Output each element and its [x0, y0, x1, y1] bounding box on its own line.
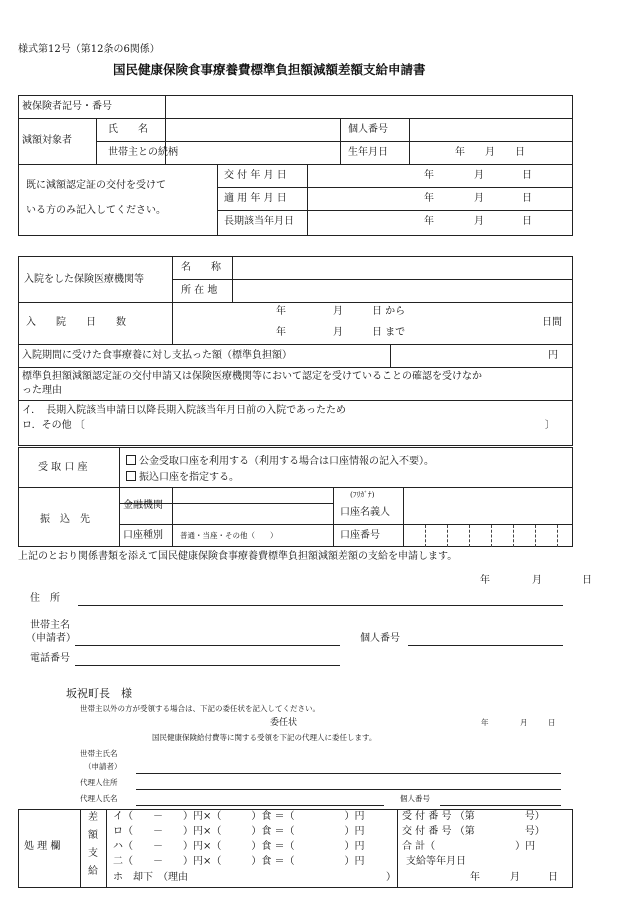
relation-label: 世帯主との続柄: [108, 147, 178, 158]
paid-amount-field[interactable]: [392, 346, 537, 365]
diff-char-4: 給: [88, 866, 98, 877]
proxy-personal-number-label: 個人番号: [400, 794, 430, 803]
form-number: 様式第12号（第12条の6関係）: [18, 44, 160, 55]
householder-name-label: 世帯主名: [30, 620, 70, 631]
personal-number-field[interactable]: [410, 120, 571, 139]
calc-row-ha: ハ（ － ）円×（ ）食 ＝（ ）円: [113, 841, 365, 852]
processing-label: 処 理 欄: [24, 841, 61, 852]
to-year: 年: [276, 327, 286, 338]
proxy-year: 年: [481, 718, 489, 727]
account-holder-field[interactable]: [405, 489, 571, 522]
long-month: 月: [474, 216, 484, 227]
paid-amount-label: 入院期間に受けた食事療養に対し支払った額（標準負担額）: [22, 350, 292, 361]
proxy-month: 月: [520, 718, 528, 727]
proxy-name-line[interactable]: [136, 805, 384, 806]
insured-number-field[interactable]: [166, 98, 571, 116]
hospital-address-label: 所 在 地: [181, 285, 218, 296]
payment-day: 日: [548, 872, 558, 883]
diff-char-2: 額: [88, 830, 98, 841]
bank-field[interactable]: [174, 489, 331, 522]
payment-month: 月: [510, 872, 520, 883]
bank-label: 金融機関: [123, 500, 163, 511]
public-account-checkbox[interactable]: [126, 455, 136, 465]
proxy-address-line[interactable]: [136, 789, 561, 790]
hospital-name-field[interactable]: [234, 258, 571, 277]
name-label: 氏 名: [108, 124, 148, 135]
proxy-applicant-label: （申請者）: [84, 762, 122, 771]
applicant-personal-number-line[interactable]: [408, 645, 563, 646]
reason-ro[interactable]: ロ．その他 〔: [22, 420, 85, 431]
proxy-statement: 国民健康保険給付費等に関する受領を下記の代理人に委任します。: [152, 733, 377, 742]
calc-row-ro: ロ（ － ）円×（ ）食 ＝（ ）円: [113, 826, 365, 837]
days-unit: 日間: [542, 317, 562, 328]
phone-label: 電話番号: [30, 653, 70, 664]
birth-date-field[interactable]: 年 月 日: [455, 147, 525, 158]
proxy-householder-label: 世帯主氏名: [80, 749, 118, 758]
option-transfer-account[interactable]: [126, 471, 239, 484]
declaration-day: 日: [582, 575, 592, 586]
reason-i[interactable]: イ． 長期入院該当申請日以降長期入院該当年月日前の入院であったため: [22, 405, 346, 416]
paid-yen: 円: [548, 350, 558, 361]
total-amount: 合 計（ ）円: [402, 841, 536, 852]
diff-char-1: 差: [88, 812, 98, 823]
proxy-day: 日: [548, 718, 556, 727]
relation-field[interactable]: [166, 143, 338, 162]
option-public-account[interactable]: [126, 455, 434, 468]
proxy-personal-number-line[interactable]: [440, 805, 561, 806]
addressee-mayor: 坂祝町長 様: [66, 687, 132, 700]
insured-number-label: 被保険者記号・番号: [22, 101, 112, 112]
form-title: 国民健康保険食事療養費標準負担額減額差額支給申請書: [113, 62, 426, 77]
admission-days-label: 入 院 日 数: [26, 317, 126, 328]
receipt-number: 受 付 番 号 （第 号）: [402, 811, 545, 822]
furigana-label: (ﾌﾘｶﾞﾅ): [350, 490, 375, 499]
declaration-month: 月: [532, 575, 542, 586]
certified-note: 既に減額認定証の交付を受けて: [26, 180, 166, 191]
long-term-date-label: 長期該当年月日: [224, 216, 294, 227]
apply-day: 日: [522, 193, 532, 204]
birth-date-label: 生年月日: [348, 147, 388, 158]
declaration-year: 年: [480, 575, 490, 586]
hospital-label: 入院をした保険医療機関等: [24, 274, 144, 285]
issue-date-label: 交 付 年 月 日: [224, 170, 287, 181]
hospital-name-label: 名 称: [181, 262, 221, 273]
apply-month: 月: [474, 193, 484, 204]
householder-name-line[interactable]: [75, 645, 340, 646]
issue-month: 月: [474, 170, 484, 181]
applicant-personal-number-label: 個人番号: [360, 633, 400, 644]
proxy-householder-line[interactable]: [136, 773, 561, 774]
proxy-note: 世帯主以外の方が受領する場合は、下記の委任状を記入してください。: [80, 704, 320, 713]
name-field[interactable]: [166, 120, 338, 139]
phone-line[interactable]: [75, 665, 340, 666]
public-account-text: 公金受取口座を利用する（利用する場合は口座情報の記入不要）。: [139, 456, 434, 467]
apply-date-label: 適 用 年 月 日: [224, 193, 287, 204]
from-month: 月: [333, 306, 343, 317]
transfer-account-text: 振込口座を指定する。: [139, 472, 239, 483]
account-number-label: 口座番号: [340, 530, 380, 541]
long-day: 日: [522, 216, 532, 227]
reason-heading-2: った理由: [22, 385, 62, 396]
personal-number-label: 個人番号: [348, 124, 388, 135]
issue-year: 年: [424, 170, 434, 181]
diff-char-3: 支: [88, 848, 98, 859]
transfer-destination-label: 振 込 先: [40, 514, 90, 525]
receiving-account-label: 受 取 口 座: [38, 462, 88, 473]
transfer-account-checkbox[interactable]: [126, 471, 136, 481]
proxy-title: 委任状: [270, 718, 298, 728]
calc-row-i: イ（ － ）円×（ ）食 ＝（ ）円: [113, 811, 365, 822]
to-day: 日 まで: [372, 327, 406, 338]
reason-ro-bracket-end: 〕: [545, 420, 555, 431]
issue-day: 日: [522, 170, 532, 181]
long-year: 年: [424, 216, 434, 227]
to-month: 月: [333, 327, 343, 338]
proxy-address-label: 代理人住所: [80, 778, 118, 787]
reject-row-end: ）: [386, 872, 396, 883]
account-holder-label: 口座名義人: [340, 507, 390, 518]
declaration-text: 上記のとおり関係書類を添えて国民健康保険食事療養費標準負担額減額差額の支給を申請します。: [18, 551, 458, 562]
issue-number: 交 付 番 号 （第 号）: [402, 826, 545, 837]
applicant-label: （申請者）: [26, 633, 76, 644]
certified-note-2: いる方のみ記入してください。: [26, 205, 166, 216]
applicant-address-label: 住 所: [30, 593, 60, 604]
payment-year: 年: [470, 872, 480, 883]
calc-row-ni: 二（ － ）円×（ ）食 ＝（ ）円: [113, 856, 365, 867]
target-person-label: 減額対象者: [22, 135, 72, 146]
applicant-address-line[interactable]: [78, 605, 563, 606]
proxy-name-label: 代理人氏名: [80, 794, 118, 803]
account-type-label: 口座種別: [123, 530, 163, 541]
account-type-options[interactable]: 普通・当座・その他（ ）: [180, 531, 278, 540]
from-year: 年: [276, 306, 286, 317]
apply-year: 年: [424, 193, 434, 204]
reason-heading: 標準負担額減額認定証の交付申請又は保険医療機関等において認定を受けていることの確認を受けなか: [22, 371, 482, 382]
reject-row: ホ 却下 （理由: [113, 872, 188, 883]
hospital-address-field[interactable]: [234, 281, 571, 300]
from-day: 日 から: [372, 306, 406, 317]
payment-date-label: 支給等年月日: [406, 856, 466, 867]
